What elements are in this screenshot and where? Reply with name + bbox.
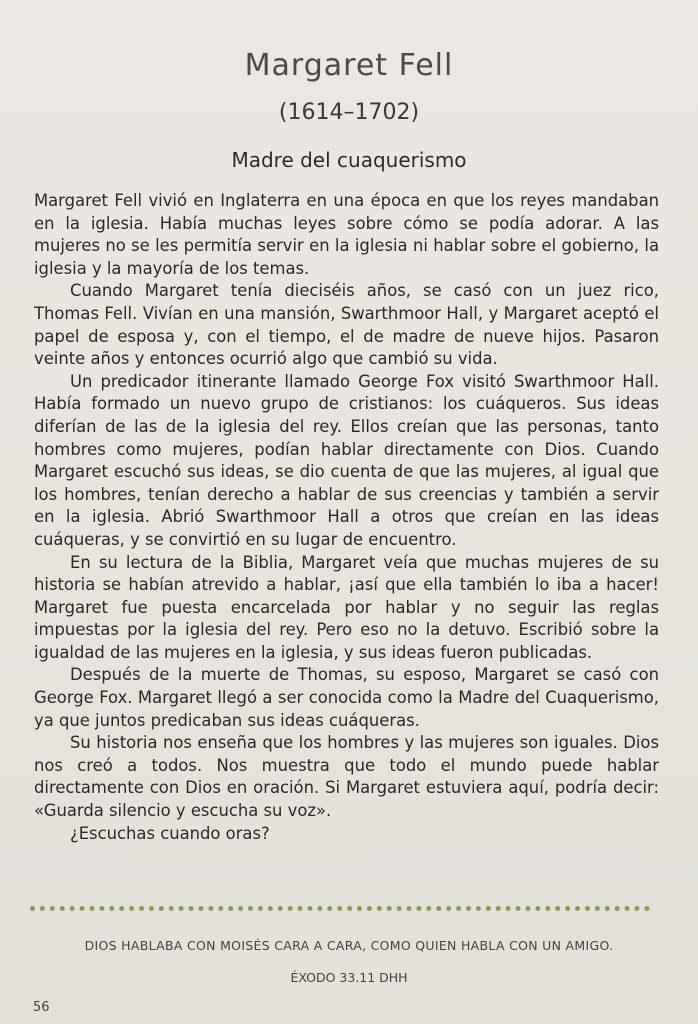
paragraph: ¿Escuchas cuando oras? (70, 823, 270, 843)
body-text (34, 190, 659, 845)
verse-reference: ÉXODO 33.11 DHH (290, 970, 408, 985)
life-dates: (1614–1702) (278, 100, 420, 125)
paragraph: Su historia nos enseña que los hombres y las mujeres son iguales. Dios nos creó a todos. Nos muestra que todo el mundo puede hablar directamente con Dios en oración. Si Margaret estuviera aquí, podría decir: «Guarda silencio y escucha su voz». (34, 733, 659, 821)
paragraph: Después de la muerte de Thomas, su esposo, Margaret se casó con George Fox. Margaret llegó a ser conocida como la Madre del Cuaquerismo, ya que juntos predicaban sus ideas cuáqueras. (34, 665, 659, 730)
page-subtitle: Madre del cuaquerismo (231, 148, 467, 172)
paragraph: Un predicador itinerante llamado George Fox visitó Swarthmoor Hall. Había formado un nuevo grupo de cristianos: los cuáqueros. Sus ideas diferían de las de la iglesia del rey. Ellos creían que las personas, tanto hombres como mujeres, podían hablar directamente con Dios. Cuando Margaret escuchó sus ideas, se dio cuenta de que las mujeres, al igual que los hombres, tenían derecho a hablar de sus creencias y también a servir en la iglesia. Abrió Swarthmoor Hall a otros que creían en las ideas cuáqueras, y se convirtió en su lugar de encuentro. (34, 371, 659, 549)
paragraph: Margaret Fell vivió en Inglaterra en una época en que los reyes mandaban en la iglesia. Había muchas leyes sobre cómo se podía adorar. A las mujeres no se les permitía servir en la iglesia ni hablar sobre el gobierno, la iglesia y la mayoría de los temas. (34, 191, 659, 278)
bible-verse: DIOS HABLABA CON MOISÉS CARA A CARA, COMO QUIEN HABLA CON UN AMIGO. (84, 938, 614, 953)
dotted-divider (30, 906, 650, 911)
paragraph: En su lectura de la Biblia, Margaret veía que muchas mujeres de su historia se habían atrevido a hablar, ¡así que ella también lo iba a hacer! Margaret fue puesta encarcelada por hablar y no seguir las reglas impuestas por la iglesia del rey. Pero eso no la detuvo. Escribió sobre la igualdad de las mujeres en la iglesia, y sus ideas fueron publicadas. (34, 552, 659, 662)
page-title: Margaret Fell (244, 48, 454, 83)
paragraph: Cuando Margaret tenía dieciséis años, se casó con un juez rico, Thomas Fell. Vivían en una mansión, Swarthmoor Hall, y Margaret aceptó el papel de esposa y, con el tiempo, el de madre de nueve hijos. Pasaron veinte años y entonces ocurrió algo que cambió su vida. (34, 281, 659, 369)
page-number: 56 (33, 1000, 50, 1015)
